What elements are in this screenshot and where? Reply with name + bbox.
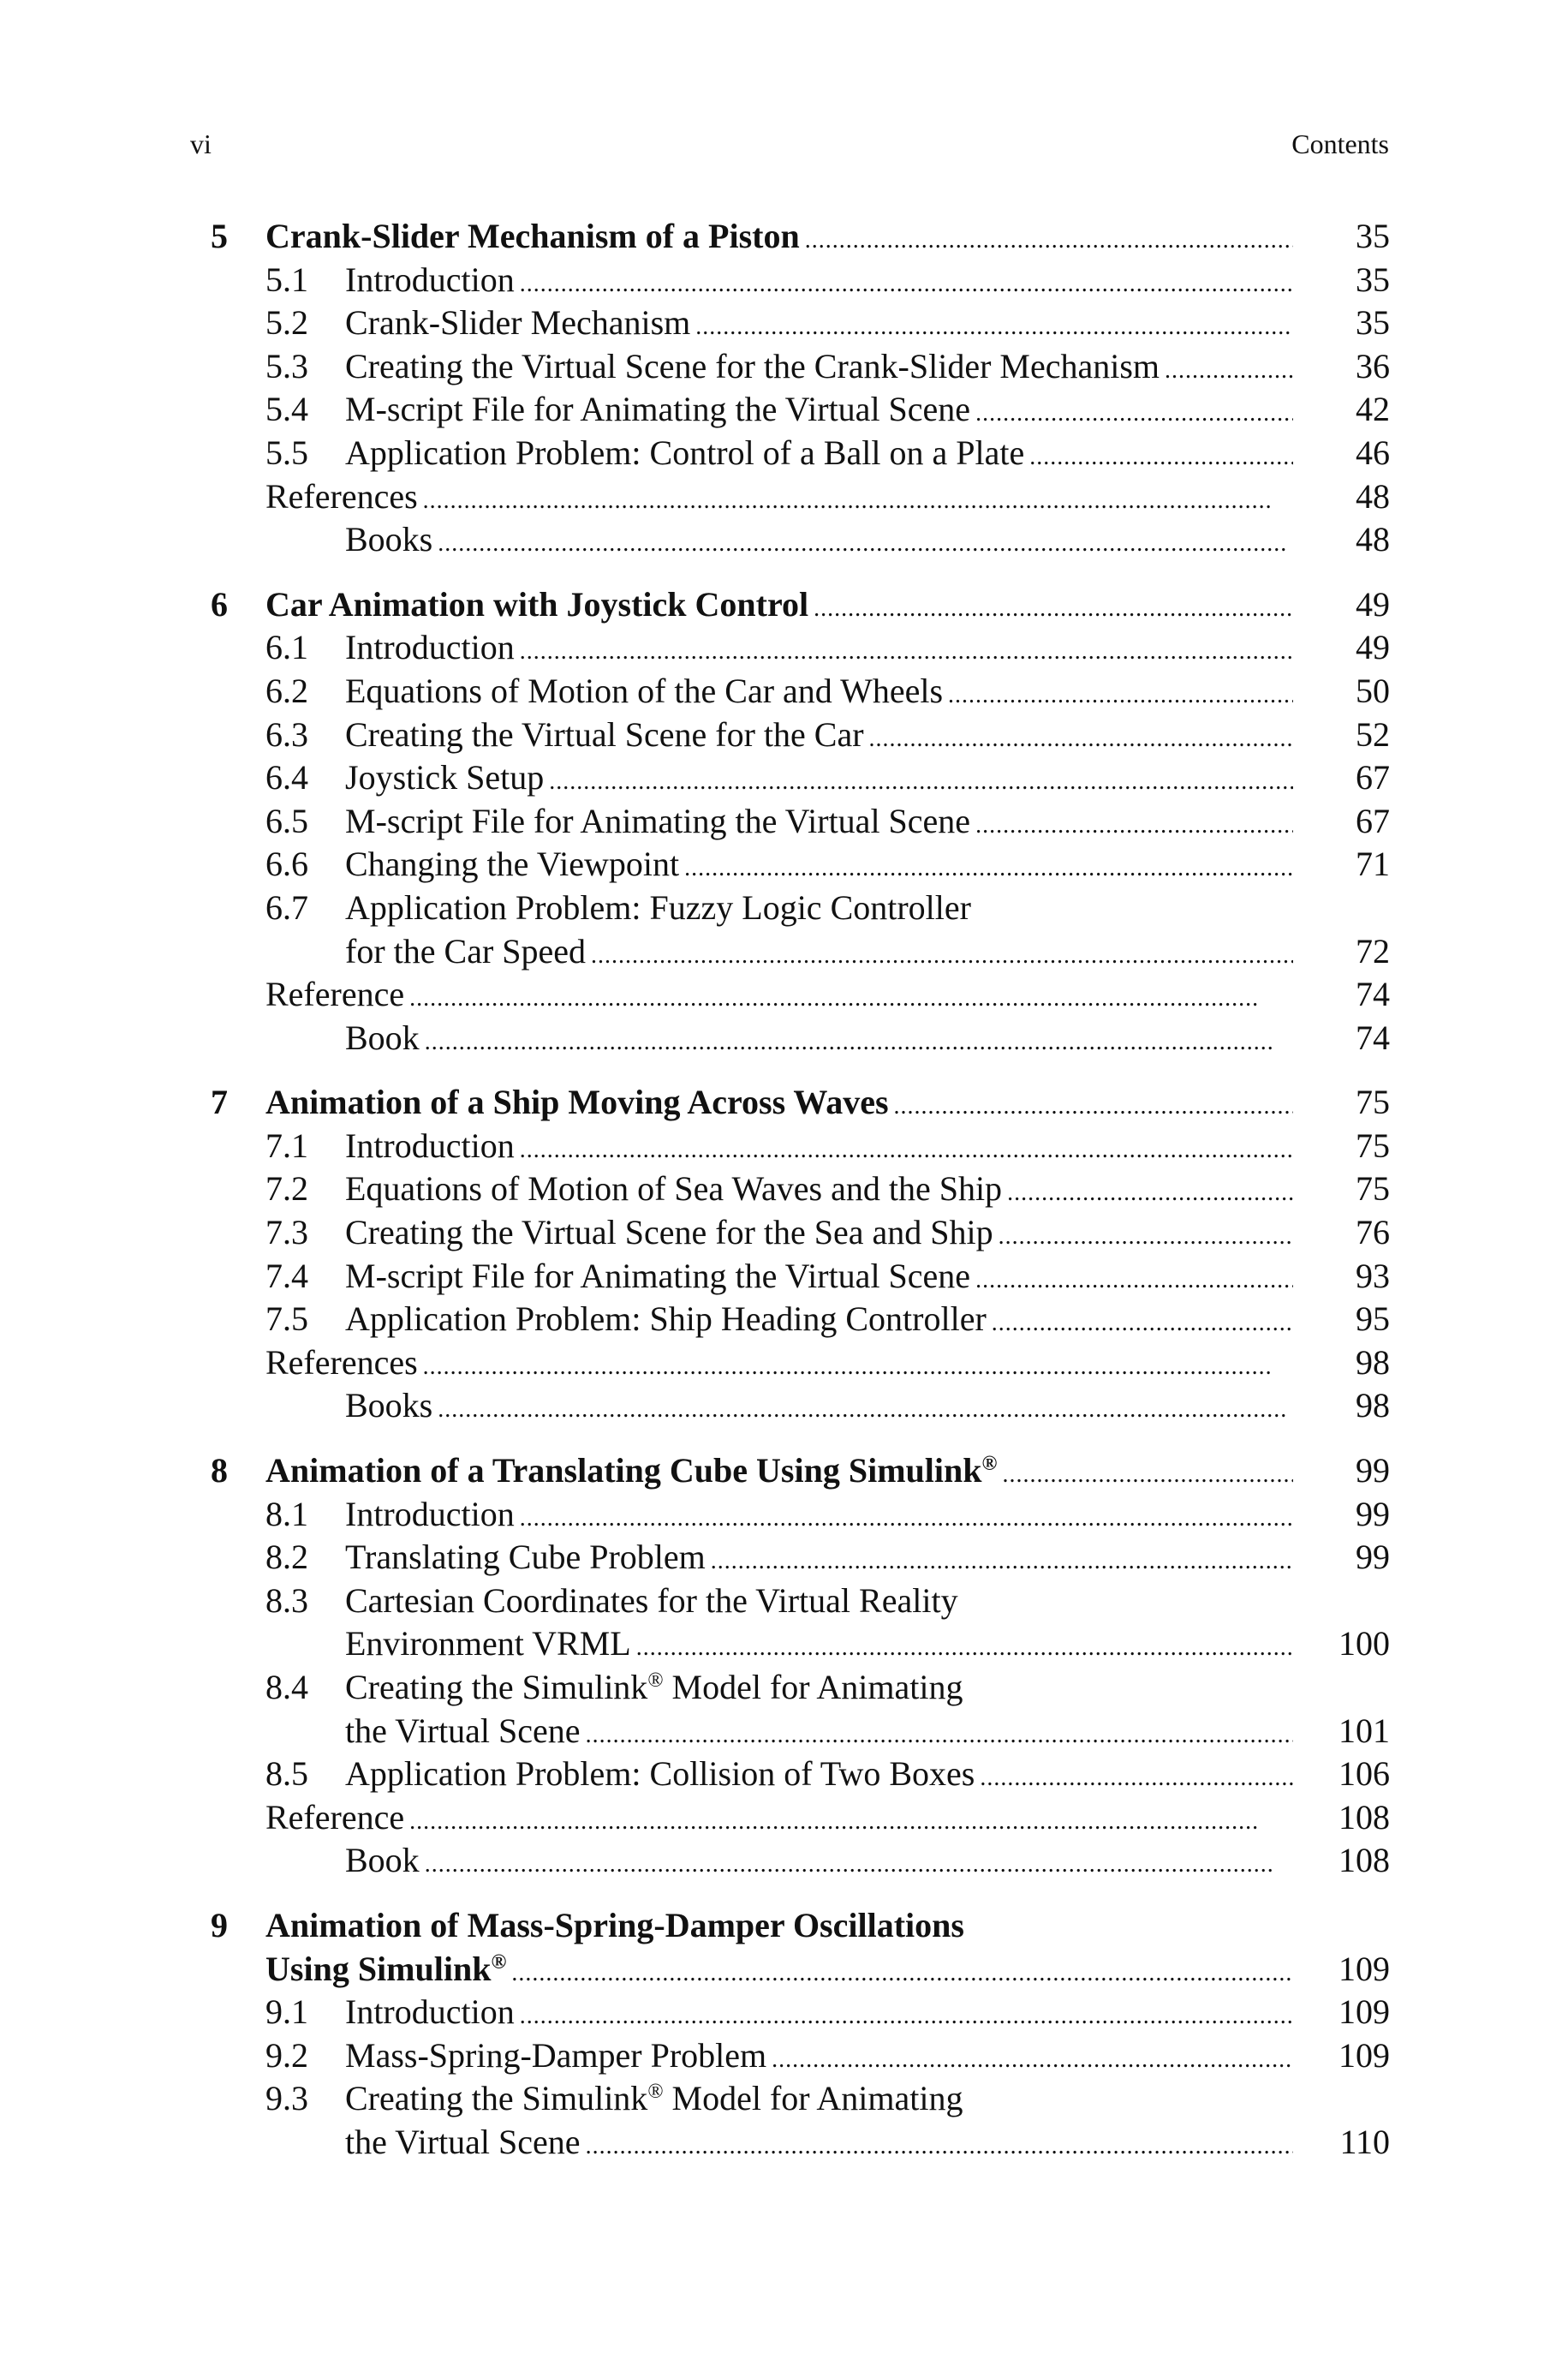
toc-entry[interactable]	[0, 1384, 1568, 1428]
chapter-title: Car Animation with Joystick Control	[265, 584, 809, 624]
entry-title: Equations of Motion of Sea Waves and the Ship	[345, 1169, 1003, 1209]
entry-title: Cartesian Coordinates for the Virtual Reality	[345, 1580, 958, 1620]
section-title-entry	[345, 1666, 1298, 1710]
toc-entry[interactable]	[0, 1081, 1568, 1125]
section-number: 5.3	[265, 346, 308, 385]
section-number: 6.7	[265, 887, 308, 927]
toc-entry[interactable]	[0, 714, 1568, 757]
section-title-entry	[345, 518, 1298, 566]
section-number: 7.2	[265, 1169, 308, 1209]
section-title-entry	[345, 1125, 1298, 1173]
section-title-entry	[345, 1493, 1298, 1541]
chapter-title-entry	[265, 1449, 1298, 1497]
section-number: 6.5	[265, 801, 308, 840]
dot-leader	[980, 1753, 1293, 1801]
page-number: 75	[1356, 1126, 1390, 1165]
page-number: 71	[1356, 845, 1390, 884]
section-title-entry	[345, 388, 1298, 436]
dot-leader	[438, 518, 1293, 566]
page-number: 75	[1356, 1169, 1390, 1209]
section-title-entry	[345, 1384, 1298, 1432]
dot-leader	[586, 2121, 1293, 2169]
page-number: 49	[1356, 584, 1390, 624]
entry-title: Introduction	[345, 1494, 515, 1533]
section-number: 5.1	[265, 260, 308, 299]
dot-leader	[1165, 345, 1293, 393]
page-number: 98	[1356, 1386, 1390, 1425]
chapter-title-entry	[265, 215, 1298, 263]
section-title-entry	[345, 1298, 1298, 1346]
section-title-entry	[345, 2121, 1298, 2169]
page-number: 46	[1356, 433, 1390, 472]
section-number: 6.3	[265, 714, 308, 754]
toc-entry[interactable]	[0, 973, 1568, 1017]
toc-entry[interactable]	[0, 800, 1568, 844]
section-title-entry	[345, 756, 1298, 804]
section-title-entry	[265, 1341, 1298, 1389]
toc-entry[interactable]	[0, 345, 1568, 389]
page-number: 99	[1356, 1538, 1390, 1577]
table-of-contents	[0, 215, 1568, 2186]
section-title-entry	[345, 259, 1298, 307]
toc-entry[interactable]	[0, 432, 1568, 475]
section-title-entry	[345, 843, 1298, 891]
toc-entry[interactable]	[0, 887, 1568, 930]
entry-title: Introduction	[345, 1992, 515, 2032]
section-number: 5.2	[265, 303, 308, 343]
dot-leader	[636, 1622, 1293, 1670]
toc-entry[interactable]	[0, 2077, 1568, 2121]
toc-entry[interactable]	[0, 259, 1568, 302]
chapter-title-entry	[265, 583, 1298, 631]
page-number: 106	[1338, 1754, 1390, 1794]
section-title-entry	[265, 1796, 1298, 1844]
toc-entry[interactable]	[0, 1991, 1568, 2034]
dot-leader	[520, 1125, 1293, 1173]
section-number: 8.5	[265, 1754, 308, 1794]
section-title-entry	[345, 1017, 1298, 1065]
section-title-entry	[345, 2034, 1298, 2082]
toc-entry[interactable]	[0, 1753, 1568, 1796]
entry-title: Environment VRML	[345, 1624, 631, 1663]
page-number: 95	[1356, 1299, 1390, 1339]
entry-title: Reference	[265, 975, 405, 1014]
section-number: 8.3	[265, 1580, 308, 1620]
entry-title: Joystick Setup	[345, 758, 545, 797]
toc-entry[interactable]	[0, 302, 1568, 345]
entry-title: Introduction	[345, 260, 515, 299]
toc-entry[interactable]	[0, 1580, 1568, 1623]
dot-leader	[511, 1948, 1293, 1996]
section-number: 7.1	[265, 1126, 308, 1165]
entry-title: Book	[345, 1018, 420, 1057]
section-title-entry	[345, 302, 1298, 349]
dot-leader	[711, 1536, 1293, 1584]
section-title-entry	[345, 1839, 1298, 1887]
entry-title: Mass-Spring-Damper Problem	[345, 2035, 767, 2075]
section-title-entry	[345, 930, 1298, 978]
section-title-entry	[345, 1168, 1298, 1215]
entry-title: Creating the Simulink® Model for Animating	[345, 2079, 963, 2118]
chapter-number: 9	[211, 1905, 228, 1944]
dot-leader	[948, 670, 1293, 718]
toc-entry[interactable]	[0, 1125, 1568, 1168]
section-number: 7.3	[265, 1213, 308, 1252]
dot-leader	[586, 1710, 1293, 1758]
dot-leader	[409, 973, 1293, 1021]
chapter-number: 7	[211, 1083, 228, 1122]
toc-entry[interactable]	[0, 1622, 1568, 1666]
section-number: 6.6	[265, 845, 308, 884]
page-number: 35	[1356, 303, 1390, 343]
page-number: 67	[1356, 758, 1390, 797]
toc-entry[interactable]	[0, 1904, 1568, 1948]
entry-title: Crank-Slider Mechanism	[345, 303, 691, 343]
section-title-entry	[345, 1991, 1298, 2039]
entry-title: Creating the Virtual Scene for the Crank-Slider Mechanism	[345, 346, 1160, 385]
entry-title: References	[265, 1342, 418, 1382]
section-number: 6.4	[265, 758, 308, 797]
entry-title: Creating the Virtual Scene for the Car	[345, 714, 864, 754]
entry-title: Equations of Motion of the Car and Wheels	[345, 671, 944, 710]
toc-entry[interactable]	[0, 475, 1568, 519]
dot-leader	[869, 714, 1293, 761]
section-title-entry	[345, 714, 1298, 761]
page-number: 93	[1356, 1256, 1390, 1295]
entry-title: Book	[345, 1841, 420, 1880]
entry-title: Creating the Simulink® Model for Animating	[345, 1668, 963, 1706]
section-number: 9.3	[265, 2079, 308, 2118]
page-number: 42	[1356, 390, 1390, 429]
entry-title: Application Problem: Collision of Two Boxes	[345, 1754, 975, 1794]
toc-chapter	[0, 1904, 1568, 2165]
toc-entry[interactable]	[0, 215, 1568, 259]
section-title-entry	[345, 2077, 1298, 2121]
entry-title: M-script File for Animating the Virtual Scene	[345, 1256, 971, 1295]
dot-leader	[423, 475, 1293, 523]
page-number: 50	[1356, 671, 1390, 710]
toc-entry[interactable]	[0, 1493, 1568, 1537]
entry-title: M-script File for Animating the Virtual Scene	[345, 390, 971, 429]
page-number: 74	[1356, 975, 1390, 1014]
entry-title: the Virtual Scene	[345, 2122, 581, 2161]
dot-leader	[409, 1796, 1293, 1844]
dot-leader	[992, 1298, 1293, 1346]
toc-entry[interactable]	[0, 583, 1568, 627]
toc-entry[interactable]	[0, 756, 1568, 800]
toc-entry[interactable]	[0, 670, 1568, 714]
entry-title: for the Car Speed	[345, 931, 587, 971]
entry-title: Books	[345, 520, 433, 559]
chapter-number: 8	[211, 1451, 228, 1490]
page-number: 109	[1338, 1992, 1390, 2032]
section-title-entry	[345, 1622, 1298, 1670]
dot-leader	[520, 1493, 1293, 1541]
section-title-entry	[345, 432, 1298, 480]
toc-entry[interactable]	[0, 1298, 1568, 1341]
page-number: 35	[1356, 260, 1390, 299]
section-title-entry	[345, 1753, 1298, 1801]
chapter-title-entry	[265, 1948, 1298, 1996]
entry-title: Books	[345, 1386, 433, 1425]
page-number: 109	[1338, 1949, 1390, 1988]
toc-entry[interactable]	[0, 2121, 1568, 2165]
running-head	[190, 125, 1389, 163]
dot-leader	[975, 1255, 1293, 1303]
toc-chapter	[0, 583, 1568, 1060]
dot-leader	[520, 1991, 1293, 2039]
entry-title: Reference	[265, 1797, 405, 1837]
toc-entry[interactable]	[0, 1948, 1568, 1992]
entry-title: Translating Cube Problem	[345, 1538, 706, 1577]
page-number: 36	[1356, 346, 1390, 385]
section-title-entry	[345, 1536, 1298, 1584]
entry-title: References	[265, 476, 418, 516]
toc-entry[interactable]	[0, 1666, 1568, 1710]
page-number: 48	[1356, 476, 1390, 516]
dot-leader	[975, 388, 1293, 436]
section-number: 5.4	[265, 390, 308, 429]
section-number: 8.1	[265, 1494, 308, 1533]
page-number: 101	[1338, 1711, 1390, 1750]
dot-leader	[999, 1211, 1293, 1259]
entry-title: Creating the Virtual Scene for the Sea and Ship	[345, 1213, 993, 1252]
chapter-title-entry	[265, 1081, 1298, 1129]
dot-leader	[805, 215, 1293, 263]
toc-entry[interactable]	[0, 1211, 1568, 1255]
toc-entry[interactable]	[0, 930, 1568, 974]
entry-title: Introduction	[345, 1126, 515, 1165]
section-number: 7.4	[265, 1256, 308, 1295]
toc-entry[interactable]	[0, 2034, 1568, 2078]
entry-title: Application Problem: Ship Heading Controller	[345, 1299, 987, 1339]
chapter-number: 5	[211, 217, 228, 255]
chapter-title: Animation of a Translating Cube Using Simulink®	[265, 1451, 998, 1490]
page-number: 48	[1356, 520, 1390, 559]
page-number: 49	[1356, 628, 1390, 667]
section-title-entry	[265, 973, 1298, 1021]
toc-entry[interactable]	[0, 388, 1568, 432]
page-number: 67	[1356, 801, 1390, 840]
page-number: 75	[1356, 1083, 1390, 1122]
page-number: 98	[1356, 1342, 1390, 1382]
section-title-entry	[345, 626, 1298, 674]
chapter-title: Using Simulink®	[265, 1949, 507, 1988]
toc-entry[interactable]	[0, 843, 1568, 887]
toc-chapter	[0, 1449, 1568, 1883]
running-section-title: Contents	[1291, 128, 1389, 159]
toc-entry[interactable]	[0, 1796, 1568, 1840]
section-title-entry	[345, 670, 1298, 718]
section-title-entry	[345, 1255, 1298, 1303]
dot-leader	[591, 930, 1293, 978]
section-number: 6.2	[265, 671, 308, 710]
chapter-title: Crank-Slider Mechanism of a Piston	[265, 217, 800, 255]
section-number: 8.2	[265, 1538, 308, 1577]
dot-leader	[520, 626, 1293, 674]
section-number: 7.5	[265, 1299, 308, 1339]
section-title-entry	[345, 887, 1298, 930]
toc-entry[interactable]	[0, 1017, 1568, 1060]
entry-title: Application Problem: Fuzzy Logic Controller	[345, 887, 971, 927]
page-label: vi	[190, 128, 212, 159]
section-number: 5.5	[265, 433, 308, 472]
dot-leader	[695, 302, 1293, 349]
entry-title: Changing the Viewpoint	[345, 845, 680, 884]
toc-entry[interactable]	[0, 518, 1568, 562]
dot-leader	[1007, 1168, 1293, 1215]
dot-leader	[772, 2034, 1293, 2082]
dot-leader	[520, 259, 1293, 307]
dot-leader	[423, 1341, 1293, 1389]
page-number: 74	[1356, 1018, 1390, 1057]
section-number: 8.4	[265, 1668, 308, 1706]
dot-leader	[894, 1081, 1293, 1129]
page-number: 110	[1339, 2122, 1390, 2161]
section-title-entry	[345, 345, 1298, 393]
entry-title: M-script File for Animating the Virtual Scene	[345, 801, 971, 840]
section-title-entry	[345, 1580, 1298, 1623]
chapter-number: 6	[211, 584, 228, 624]
page-number: 99	[1356, 1494, 1390, 1533]
page-number: 72	[1356, 931, 1390, 971]
chapter-title: Animation of Mass-Spring-Damper Oscillations	[265, 1905, 964, 1944]
dot-leader	[425, 1839, 1293, 1887]
toc-entry[interactable]	[0, 1449, 1568, 1493]
dot-leader	[975, 800, 1293, 848]
page-number: 35	[1356, 217, 1390, 255]
toc-entry[interactable]	[0, 1341, 1568, 1385]
dot-leader	[1002, 1449, 1293, 1497]
page-number: 109	[1338, 2035, 1390, 2075]
toc-entry[interactable]	[0, 1710, 1568, 1753]
section-number: 6.1	[265, 628, 308, 667]
dot-leader	[684, 843, 1293, 891]
toc-chapter	[0, 215, 1568, 562]
entry-title: Introduction	[345, 628, 515, 667]
chapter-title-entry	[265, 1904, 1298, 1948]
entry-title: Application Problem: Control of a Ball on a Plate	[345, 433, 1025, 472]
section-number: 9.1	[265, 1992, 308, 2032]
toc-entry[interactable]	[0, 626, 1568, 670]
toc-entry[interactable]	[0, 1168, 1568, 1211]
toc-entry[interactable]	[0, 1839, 1568, 1883]
page-number: 76	[1356, 1213, 1390, 1252]
entry-title: the Virtual Scene	[345, 1711, 581, 1750]
dot-leader	[549, 756, 1293, 804]
page-number: 52	[1356, 714, 1390, 754]
page-number: 108	[1338, 1841, 1390, 1880]
section-title-entry	[345, 1710, 1298, 1758]
dot-leader	[1029, 432, 1293, 480]
dot-leader	[425, 1017, 1293, 1065]
dot-leader	[814, 583, 1293, 631]
page-number: 100	[1338, 1624, 1390, 1663]
page-number: 99	[1356, 1451, 1390, 1490]
section-title-entry	[345, 1211, 1298, 1259]
chapter-title: Animation of a Ship Moving Across Waves	[265, 1083, 889, 1122]
section-number: 9.2	[265, 2035, 308, 2075]
dot-leader	[438, 1384, 1293, 1432]
toc-entry[interactable]	[0, 1536, 1568, 1580]
toc-entry[interactable]	[0, 1255, 1568, 1299]
toc-chapter	[0, 1081, 1568, 1428]
section-title-entry	[265, 475, 1298, 523]
page-number: 108	[1338, 1797, 1390, 1837]
section-title-entry	[345, 800, 1298, 848]
